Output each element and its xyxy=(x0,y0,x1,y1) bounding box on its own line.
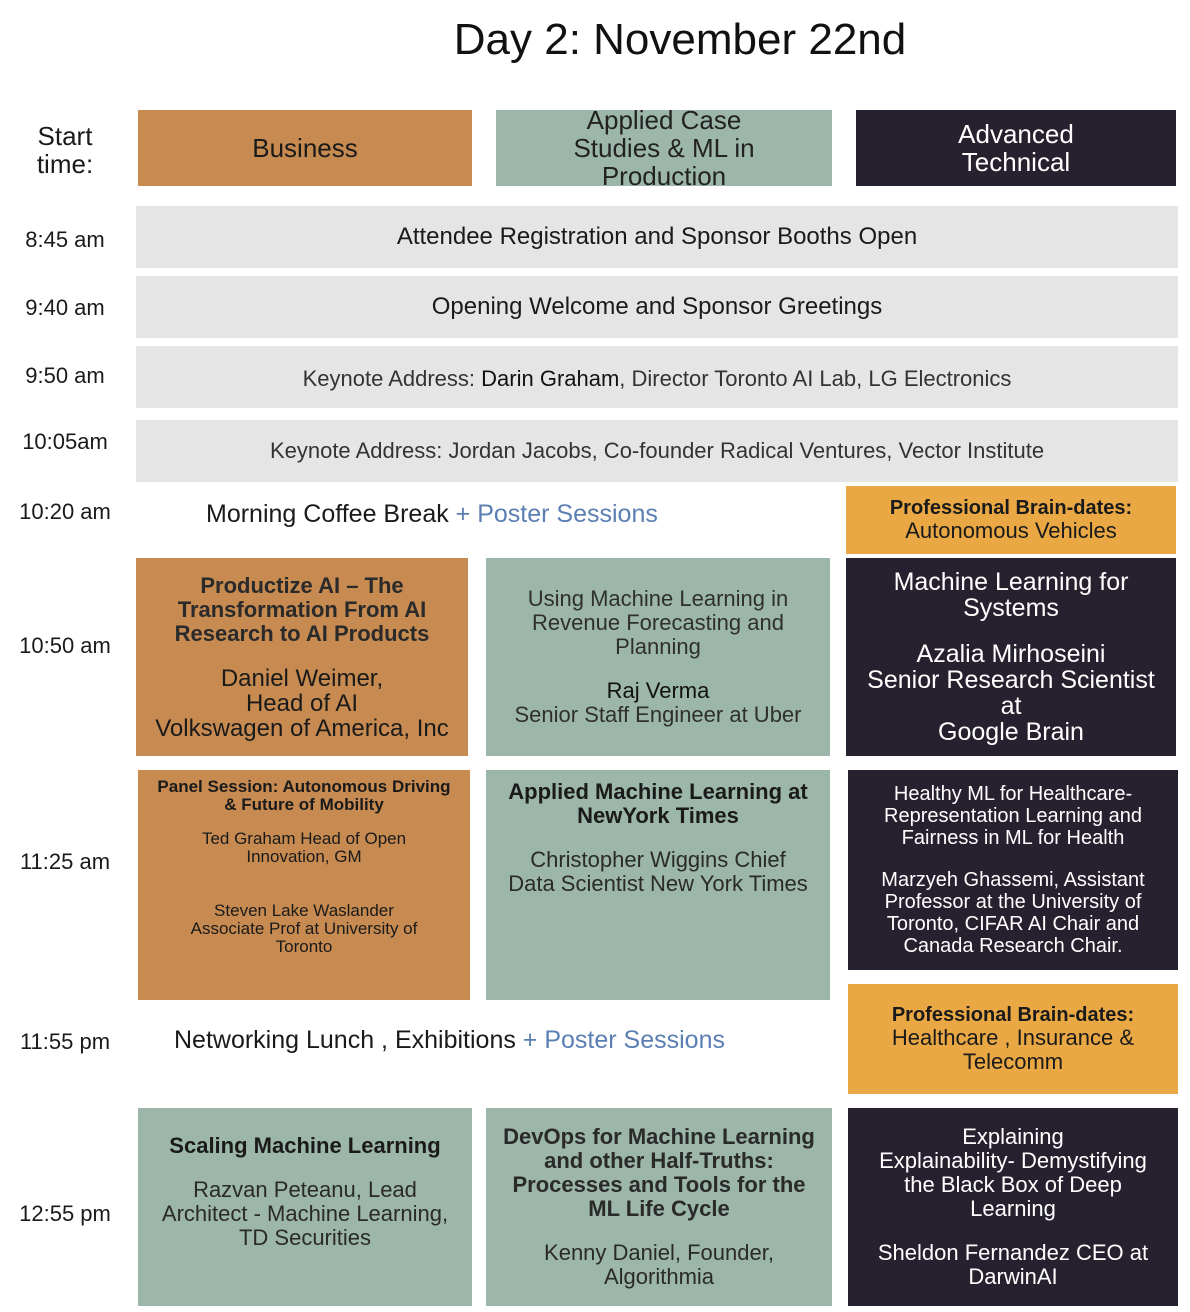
panelist xyxy=(202,830,406,866)
keynote-1-speaker: Darin Graham xyxy=(481,366,620,391)
speaker-line: DarwinAI xyxy=(968,1264,1058,1289)
speaker-line: Sheldon Fernandez CEO at xyxy=(877,1240,1149,1265)
time-label: 9:50 am xyxy=(25,363,105,388)
track-applied-header xyxy=(496,105,832,191)
speaker-line: Volkswagen of America, Inc xyxy=(155,714,449,742)
page-title: Day 2: November 22nd xyxy=(453,15,907,64)
braindate-topic: Autonomous Vehicles xyxy=(905,518,1117,543)
session-speaker xyxy=(881,869,1144,957)
session-scaling-ml xyxy=(138,1108,472,1306)
title-line: Applied Machine Learning at xyxy=(508,779,808,804)
time-label: 12:55 pm xyxy=(19,1201,111,1226)
session-title xyxy=(508,780,807,828)
title-line: NewYork Times xyxy=(577,803,739,828)
speaker-line: Daniel Weimer, xyxy=(220,664,384,692)
coffee-break-text: Morning Coffee Break xyxy=(206,500,456,528)
poster-sessions-link: + Poster Sessions xyxy=(522,1026,725,1054)
panelist xyxy=(191,902,418,956)
session-title xyxy=(503,1125,815,1221)
title-line: Transformation From AI xyxy=(177,596,427,622)
session-ml-for-systems xyxy=(846,558,1176,756)
title-line: Healthy ML for Healthcare- xyxy=(893,783,1133,805)
session-healthy-ml xyxy=(848,770,1178,970)
track-business-header: Business xyxy=(138,110,472,186)
speaker-line: Architect - Machine Learning, xyxy=(161,1201,449,1226)
title-line: Fairness in ML for Health xyxy=(901,827,1125,849)
panelist-line: Associate Prof at University of xyxy=(190,919,418,938)
panelist-line: Steven Lake Waslander xyxy=(214,901,394,920)
session-panel-autonomous xyxy=(138,770,470,1000)
title-line: Machine Learning for xyxy=(893,568,1129,596)
title-line: Research to AI Products xyxy=(174,620,430,646)
session-title xyxy=(879,1125,1147,1221)
topic-line: Telecomm xyxy=(962,1049,1064,1074)
session-explainability xyxy=(848,1108,1178,1306)
title-line: Systems xyxy=(963,594,1059,622)
session-speaker xyxy=(544,1241,774,1289)
time-label: 8:45 am xyxy=(25,227,105,252)
time-label: 9:40 am xyxy=(25,295,105,320)
title-line: Planning xyxy=(615,634,701,659)
time-label: 10:20 am xyxy=(19,499,111,524)
session-productize-ai xyxy=(136,558,468,756)
lunch-text: Networking Lunch , Exhibitions xyxy=(174,1026,523,1054)
speaker-line: Christopher Wiggins Chief xyxy=(530,847,786,872)
speaker-line: Professor at the University of xyxy=(884,891,1142,913)
session-title xyxy=(528,587,789,659)
lunch-row xyxy=(174,1022,814,1058)
welcome-bar: Opening Welcome and Sponsor Greetings xyxy=(136,276,1178,338)
title-line: Learning xyxy=(970,1196,1056,1221)
role-line: Senior Research Scientist at xyxy=(867,666,1155,720)
speaker-line: Kenny Daniel, Founder, xyxy=(544,1240,774,1265)
braindate-healthcare xyxy=(848,984,1178,1094)
speaker-line: Algorithmia xyxy=(603,1264,715,1289)
braindate-topic xyxy=(892,1026,1134,1074)
speaker-line: TD Securities xyxy=(238,1225,372,1250)
role-line: Google Brain xyxy=(938,718,1084,746)
registration-bar: Attendee Registration and Sponsor Booths Open xyxy=(136,206,1178,268)
title-line: Explaining xyxy=(962,1124,1064,1149)
keynote-1-role: , Director Toronto AI Lab, LG Electronics xyxy=(619,366,1012,391)
track-technical-header xyxy=(856,110,1176,186)
session-title: Scaling Machine Learning xyxy=(169,1133,441,1158)
time-label: 11:55 pm xyxy=(19,1029,111,1054)
speaker-line: Toronto, CIFAR AI Chair and xyxy=(886,913,1140,935)
session-nyt xyxy=(486,770,830,1000)
panelist-line: Ted Graham Head of Open xyxy=(201,829,407,848)
session-speaker xyxy=(155,666,448,741)
session-speaker: Raj Verma xyxy=(606,678,710,703)
speaker-line: Data Scientist New York Times xyxy=(508,871,808,896)
track-technical-label: Advanced Technical xyxy=(958,119,1074,177)
title-line: Panel Session: Autonomous Driving xyxy=(157,777,451,796)
title-line: Representation Learning and xyxy=(884,805,1142,827)
title-line: Using Machine Learning in xyxy=(527,586,789,611)
braindate-title: Professional Brain-dates: xyxy=(891,1004,1135,1026)
time-label: 10:50 am xyxy=(19,633,111,658)
start-time-header: Start time: xyxy=(36,121,94,179)
session-title xyxy=(894,569,1129,621)
coffee-break-row xyxy=(206,496,826,532)
session-title xyxy=(884,783,1142,849)
session-title xyxy=(157,778,450,814)
braindate-autonomous xyxy=(846,486,1176,554)
session-speaker xyxy=(162,1178,448,1250)
title-line: ML Life Cycle xyxy=(588,1196,730,1221)
session-speaker-role: Senior Staff Engineer at Uber xyxy=(514,702,802,727)
time-label: 10:05am xyxy=(22,429,108,454)
speaker-line: Razvan Peteanu, Lead xyxy=(193,1177,417,1202)
session-devops-ml xyxy=(486,1108,832,1306)
title-line: Productize AI – The xyxy=(200,572,404,598)
session-title xyxy=(175,574,430,646)
speaker-line: Canada Research Chair. xyxy=(903,935,1123,957)
braindate-title: Professional Brain-dates: xyxy=(889,497,1133,519)
session-speaker xyxy=(878,1241,1148,1289)
title-line: the Black Box of Deep xyxy=(904,1172,1122,1197)
title-line: Processes and Tools for the xyxy=(512,1172,806,1197)
speaker-line: Marzyeh Ghassemi, Assistant xyxy=(881,869,1145,891)
title-line: DevOps for Machine Learning xyxy=(503,1124,815,1149)
title-line: & Future of Mobility xyxy=(224,795,384,814)
panelist-line: Toronto xyxy=(275,937,333,956)
keynote-1-bar xyxy=(136,346,1178,408)
title-line: Revenue Forecasting and xyxy=(532,610,784,635)
topic-line: Healthcare , Insurance & xyxy=(891,1025,1135,1050)
session-revenue-forecasting xyxy=(486,558,830,756)
poster-sessions-link: + Poster Sessions xyxy=(455,500,658,528)
keynote-2-bar: Keynote Address: Jordan Jacobs, Co-founder Radical Ventures, Vector Institute xyxy=(136,420,1178,482)
track-applied-label: Applied Case Studies & ML in Production xyxy=(573,105,755,191)
session-speaker xyxy=(508,848,808,896)
title-line: Explainability- Demystifying xyxy=(879,1148,1147,1173)
keynote-1-prefix: Keynote Address: xyxy=(302,366,482,391)
title-line: and other Half-Truths: xyxy=(544,1148,774,1173)
session-speaker: Azalia Mirhoseini xyxy=(916,640,1106,668)
panelist-line: Innovation, GM xyxy=(246,847,362,866)
session-speaker-role xyxy=(856,667,1166,745)
speaker-line: Head of AI xyxy=(245,689,359,717)
time-label: 11:25 am xyxy=(19,849,111,874)
